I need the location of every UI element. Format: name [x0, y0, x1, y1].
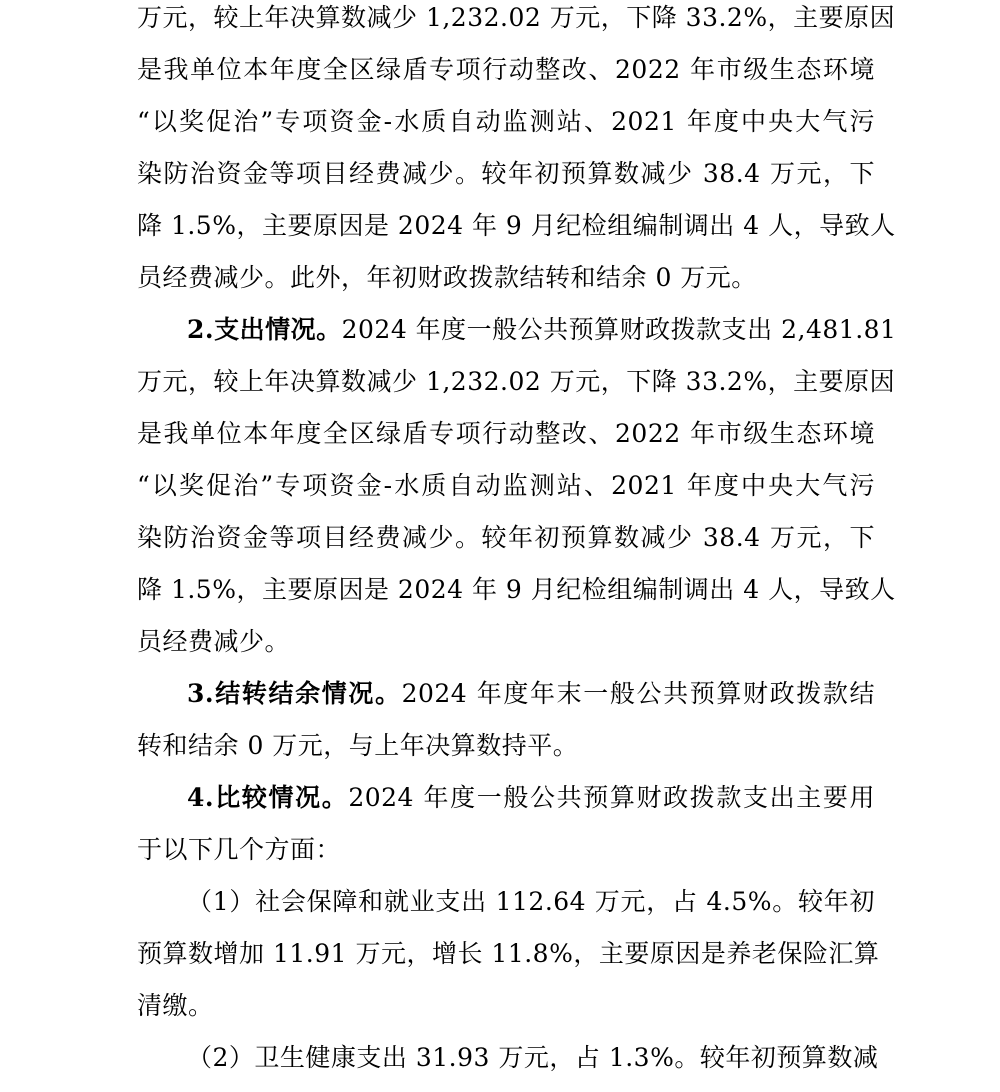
paragraph-line: 员经费减少。此外，年初财政拨款结转和结余 0 万元。	[137, 263, 757, 292]
paragraph-line: 是我单位本年度全区绿盾专项行动整改、2022 年市级生态环境	[137, 419, 875, 448]
section-3-first-line	[187, 676, 875, 728]
paragraph-line: 是我单位本年度全区绿盾专项行动整改、2022 年市级生态环境	[137, 55, 875, 84]
paragraph-line: 员经费减少。	[137, 627, 291, 656]
paragraph-line: 清缴。	[137, 991, 214, 1020]
paragraph-line: 转和结余 0 万元，与上年决算数持平。	[137, 731, 579, 760]
item-1-first-line: （1）社会保障和就业支出 112.64 万元，占 4.5%。较年初	[187, 887, 875, 916]
section-4-heading: 4.比较情况。	[187, 783, 349, 812]
paragraph-line: 万元，较上年决算数减少 1,232.02 万元，下降 33.2%，主要原因	[137, 3, 896, 32]
paragraph-line: 染防治资金等项目经费减少。较年初预算数减少 38.4 万元，下	[137, 523, 875, 552]
section-2-heading: 2.支出情况。	[187, 315, 342, 344]
paragraph-line: 降 1.5%，主要原因是 2024 年 9 月纪检组编制调出 4 人，导致人	[137, 211, 896, 240]
paragraph-line: 预算数增加 11.91 万元，增长 11.8%，主要原因是养老保险汇算	[137, 939, 880, 968]
paragraph-line: “以奖促治”专项资金-水质自动监测站、2021 年度中央大气污	[137, 471, 875, 500]
paragraph-line: 于以下几个方面：	[137, 835, 342, 864]
section-3-heading: 3.结转结余情况。	[187, 679, 402, 708]
paragraph-line: “以奖促治”专项资金-水质自动监测站、2021 年度中央大气污	[137, 107, 875, 136]
item-2-first-line: （2）卫生健康支出 31.93 万元，占 1.3%。较年初预算数减	[187, 1043, 879, 1072]
section-2-text: 2024 年度一般公共预算财政拨款支出 2,481.81	[341, 315, 897, 344]
paragraph-line: 万元，较上年决算数减少 1,232.02 万元，下降 33.2%，主要原因	[137, 367, 896, 396]
section-2-first-line	[187, 312, 897, 364]
section-4-text: 2024 年度一般公共预算财政拨款支出主要用	[348, 783, 875, 812]
section-4-first-line	[187, 780, 875, 832]
paragraph-line: 降 1.5%，主要原因是 2024 年 9 月纪检组编制调出 4 人，导致人	[137, 575, 896, 604]
section-3-text: 2024 年度年末一般公共预算财政拨款结	[401, 679, 875, 708]
paragraph-line: 染防治资金等项目经费减少。较年初预算数减少 38.4 万元，下	[137, 159, 875, 188]
